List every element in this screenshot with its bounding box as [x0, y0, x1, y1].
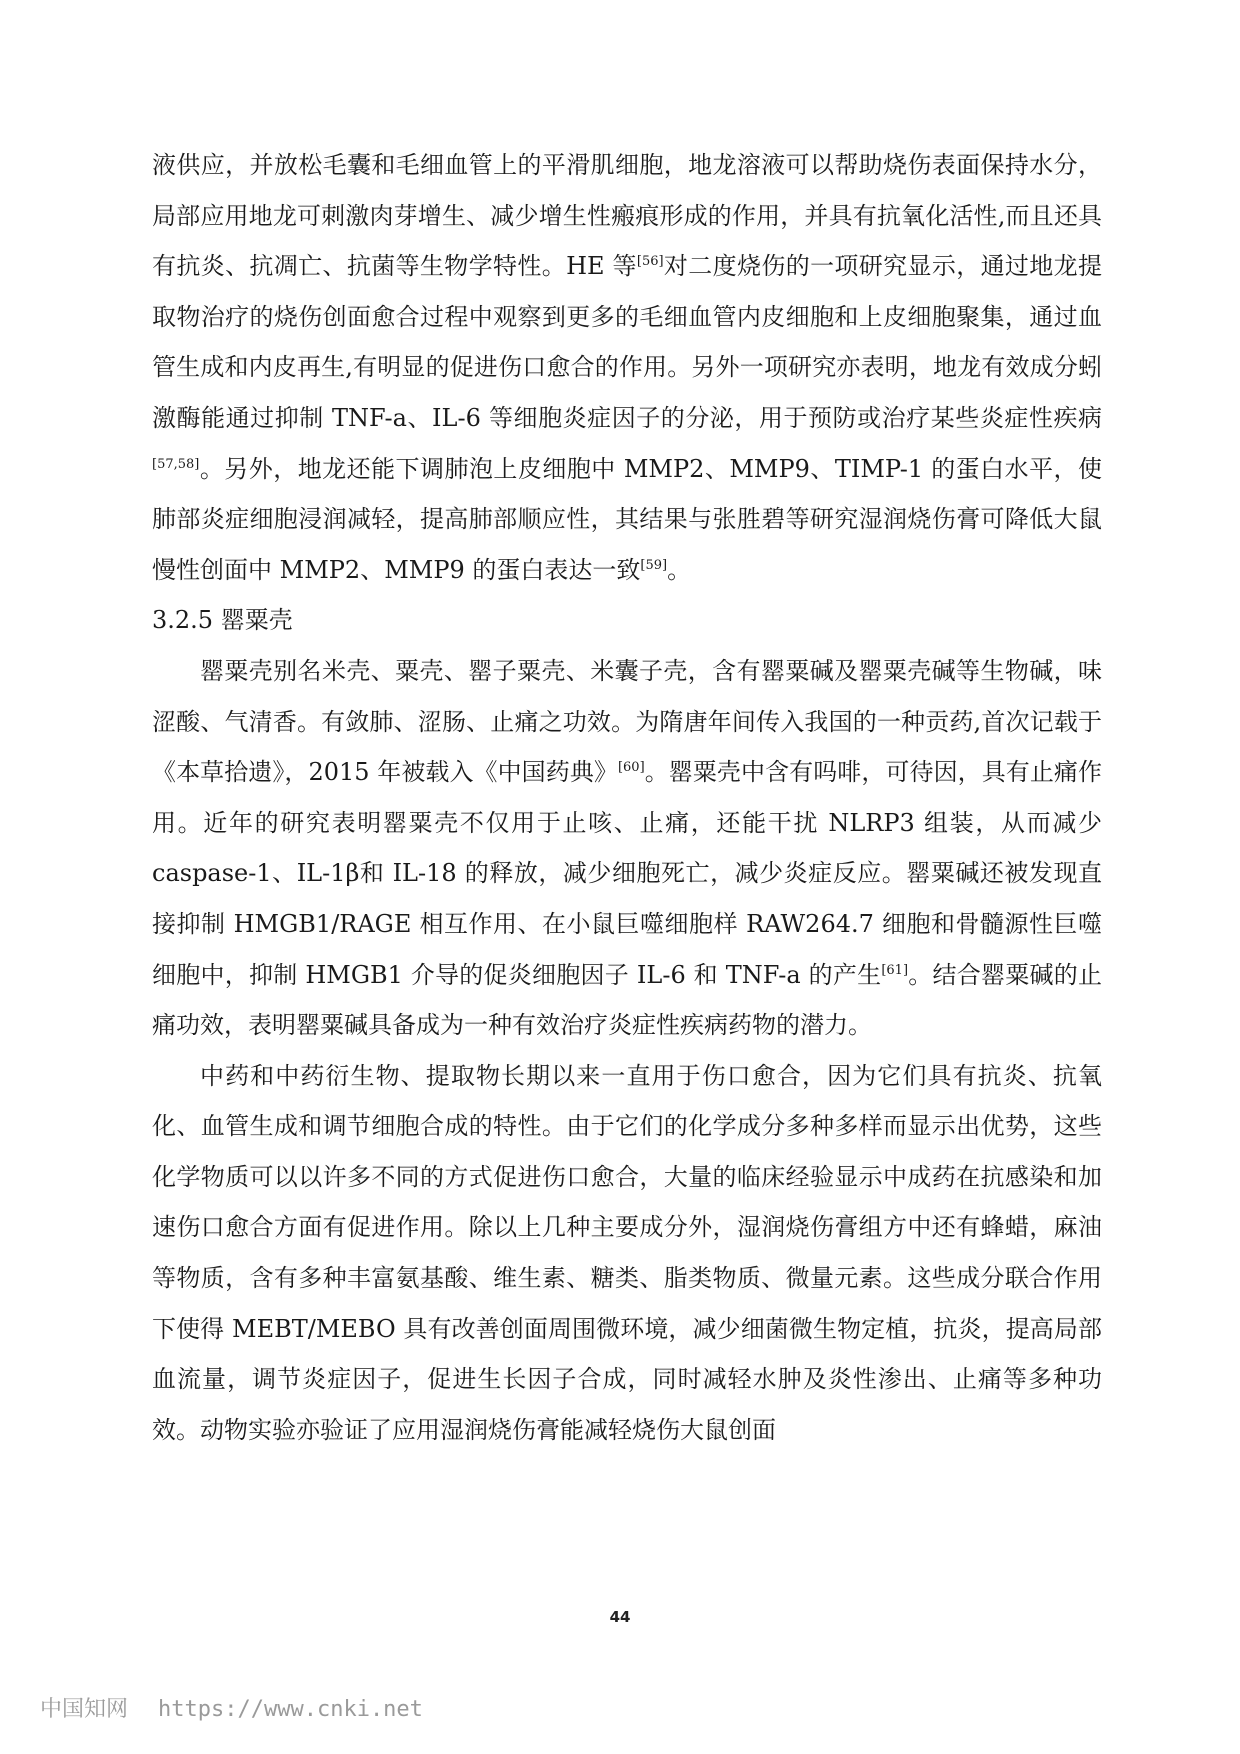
text-run: 罂粟壳别名米壳、粟壳、罂子粟壳、米囊子壳，含有罂粟碱及罂粟壳碱等生物碱，味涩酸、气清香。有敛肺、涩肠、止痛之功效。为隋唐年间传入我国的一种贡药,首次记载于《本草拾遗》，2015 年被载入《中国药典》 — [152, 656, 1102, 787]
body-paragraph — [152, 1051, 1102, 1456]
watermark — [40, 1692, 423, 1723]
text-run: 对二度烧伤的一项研究显示，通过地龙提取物治疗的烧伤创面愈合过程中观察到更多的毛细血管内皮细胞和上皮细胞聚集，通过血管生成和内皮再生,有明显的促进伤口愈合的作用。另外一项研究亦表明，地龙有效成分蚓激酶能通过抑制 TNF-a、IL-6 等细胞炎症因子的分泌，用于预防或治疗某些炎症性疾病 — [152, 252, 1102, 432]
text-run: 3.2.5 罂粟壳 — [152, 606, 293, 635]
body-paragraph — [152, 140, 1102, 595]
citation-ref: [56] — [636, 254, 664, 270]
citation-ref: [57,58] — [152, 456, 200, 472]
text-run: 。另外，地龙还能下调肺泡上皮细胞中 MMP2、MMP9、TIMP-1 的蛋白水平，使肺部炎症细胞浸润减轻，提高肺部顺应性，其结果与张胜碧等研究湿润烧伤膏可降低大鼠慢性创面中 MMP2、MMP9 的蛋白表达一致 — [152, 454, 1102, 584]
text-run: 。结合罂粟碱的止痛功效，表明罂粟碱具备成为一种有效治疗炎症性疾病药物的潜力。 — [152, 960, 1103, 1040]
text-run: 液供应，并放松毛囊和毛细血管上的平滑肌细胞，地龙溶液可以帮助烧伤表面保持水分，局部应用地龙可刺激肉芽增生、减少增生性瘢痕形成的作用，并具有抗氧化活性,而且还具有抗炎、抗凋亡、抗菌等生物学特性。HE 等 — [152, 151, 1102, 281]
page-number: 44 — [609, 1608, 631, 1626]
document-body — [152, 140, 1102, 1455]
citation-ref: [61] — [881, 962, 909, 978]
citation-ref: [60] — [617, 760, 645, 776]
watermark-url: https://www.cnki.net — [158, 1697, 423, 1722]
text-run: 。罂粟壳中含有吗啡，可待因，具有止痛作用。近年的研究表明罂粟壳不仅用于止咳、止痛，还能干扰 NLRP3 组装，从而减少 caspase-1、IL-1β和 IL-18 的释放，减少细胞死亡，减少炎症反应。罂粟碱还被发现直接抑制 HMGB1/RAGE 相互作用、在小鼠巨噬细胞样 RAW264.7 细胞和骨髓源性巨噬细胞中，抑制 HMGB1 介导的促炎细胞因子 IL-6 和 TNF-a 的产生 — [152, 758, 1102, 989]
watermark-brand: 中国知网 — [40, 1697, 129, 1722]
text-run: 中药和中药衍生物、提取物长期以来一直用于伤口愈合，因为它们具有抗炎、抗氧化、血管生成和调节细胞合成的特性。由于它们的化学成分多种多样而显示出优势，这些化学物质可以以许多不同的方式促进伤口愈合，大量的临床经验显示中成药在抗感染和加速伤口愈合方面有促进作用。除以上几种主要成分外，湿润烧伤膏组方中还有蜂蜡，麻油等物质，含有多种丰富氨基酸、维生素、糖类、脂类物质、微量元素。这些成分联合作用下使得 MEBT/MEBO 具有改善创面周围微环境，减少细菌微生物定植，抗炎，提高局部血流量，调节炎症因子，促进生长因子合成，同时减轻水肿及炎性渗出、止痛等多种功效。动物实验亦验证了应用湿润烧伤膏能减轻烧伤大鼠创面 — [152, 1061, 1102, 1444]
text-run: 。 — [667, 555, 692, 584]
section-heading — [152, 595, 1102, 646]
body-paragraph — [152, 646, 1102, 1051]
citation-ref: [59] — [640, 557, 668, 573]
